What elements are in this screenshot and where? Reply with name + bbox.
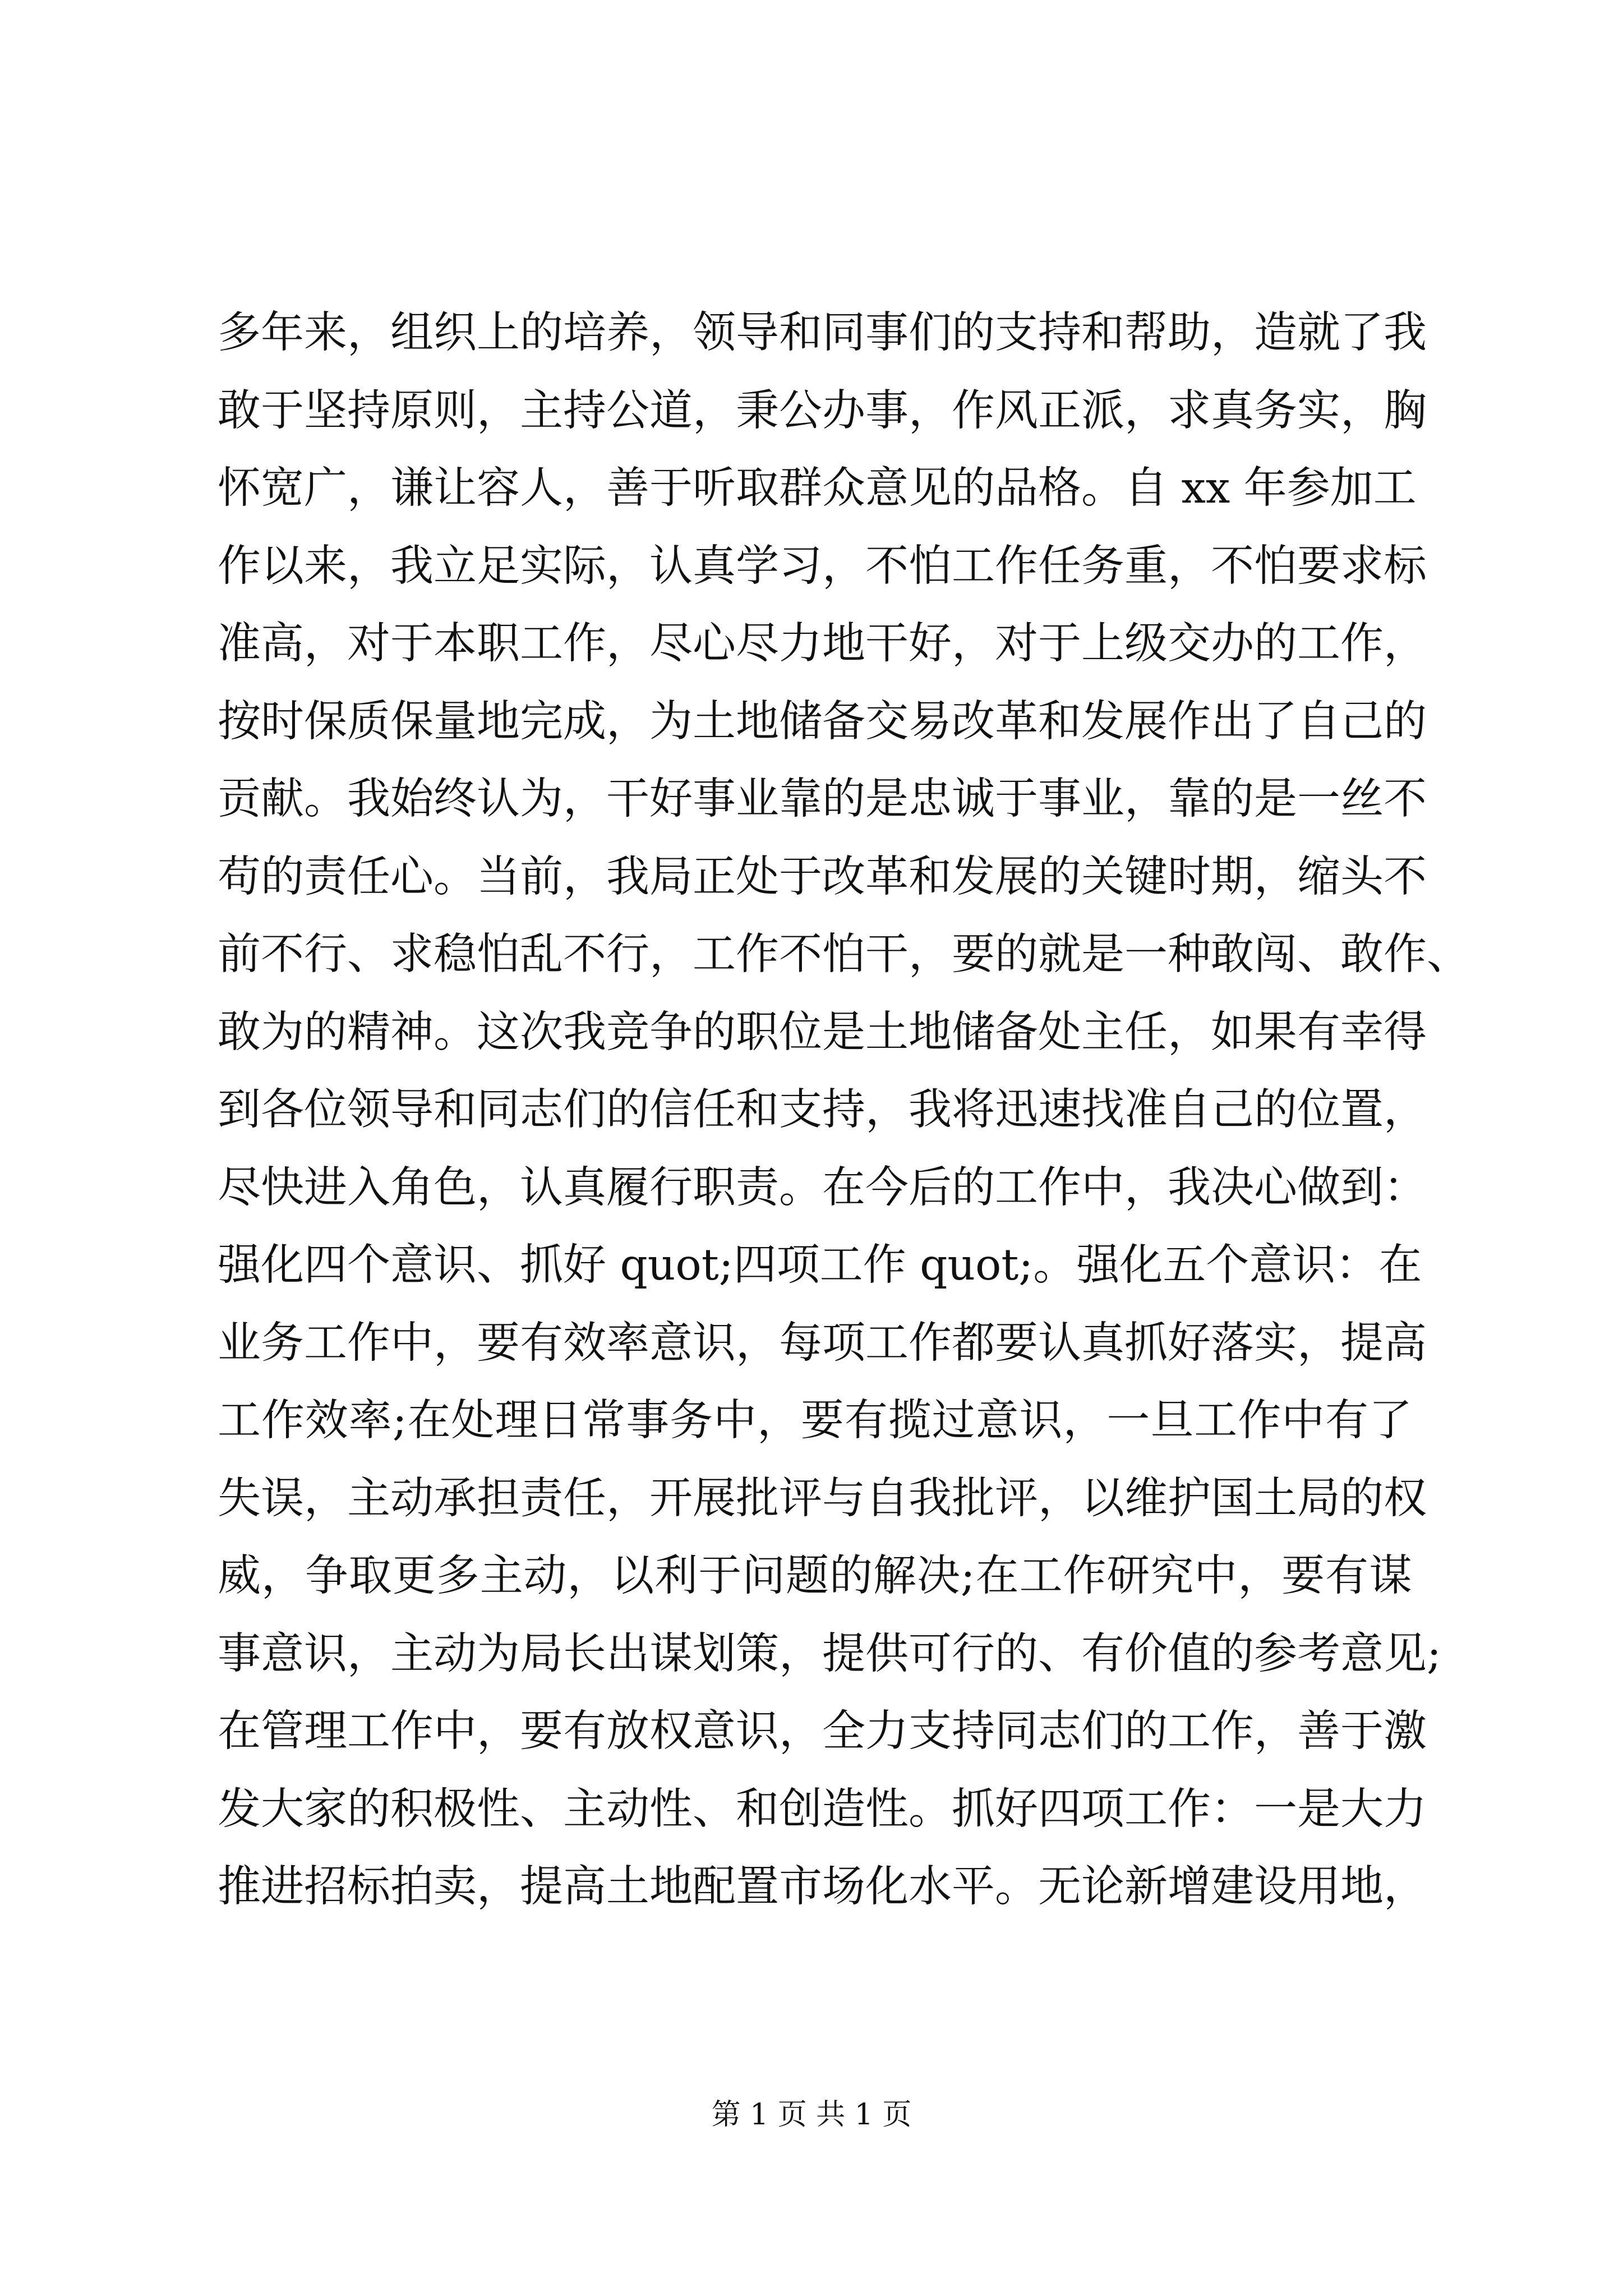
text-line: 工作效率;在处理日常事务中，要有揽过意识，一旦工作中有了	[218, 1396, 1412, 1446]
text-line: 业务工作中，要有效率意识，每项工作都要认真抓好落实，提高	[218, 1318, 1427, 1368]
text-line: 威，争取更多主动，以利于问题的解决;在工作研究中，要有谋	[218, 1551, 1412, 1601]
text-line: 尽快进入角色，认真履行职责。在今后的工作中，我决心做到：	[218, 1162, 1427, 1213]
text-line: 发大家的积极性、主动性、和创造性。抓好四项工作：一是大力	[218, 1784, 1427, 1834]
text-line: 事意识，主动为局长出谋划策，提供可行的、有价值的参考意见;	[218, 1628, 1441, 1679]
text-line: 失误，主动承担责任，开展批评与自我批评，以维护国土局的权	[218, 1473, 1427, 1524]
text-line: 强化四个意识、抓好 quot;四项工作 quot;。强化五个意识：在	[218, 1240, 1422, 1290]
text-line: 敢于坚持原则，主持公道，秉公办事，作风正派，求真务实，胸	[218, 385, 1427, 436]
text-line: 怀宽广，谦让容人，善于听取群众意见的品格。自 xx 年参加工	[218, 463, 1417, 513]
text-line: 到各位领导和同志们的信任和支持，我将迅速找准自己的位置，	[218, 1085, 1427, 1135]
body-paragraph	[218, 295, 1470, 1926]
text-line: 按时保质保量地完成，为土地储备交易改革和发展作出了自己的	[218, 696, 1427, 747]
text-line: 苟的责任心。当前，我局正处于改革和发展的关键时期，缩头不	[218, 852, 1427, 902]
text-line: 准高，对于本职工作，尽心尽力地干好，对于上级交办的工作，	[218, 619, 1427, 669]
text-line: 作以来，我立足实际，认真学习，不怕工作任务重，不怕要求标	[218, 541, 1427, 591]
text-line: 在管理工作中，要有放权意识，全力支持同志们的工作，善于激	[218, 1706, 1427, 1756]
text-line: 敢为的精神。这次我竞争的职位是土地储备处主任，如果有幸得	[218, 1007, 1427, 1057]
page-footer: 第 1 页 共 1 页	[711, 2098, 912, 2132]
text-line: 贡献。我始终认为，干好事业靠的是忠诚于事业，靠的是一丝不	[218, 774, 1427, 824]
text-line: 多年来，组织上的培养，领导和同事们的支持和帮助，造就了我	[218, 308, 1427, 358]
text-line: 前不行、求稳怕乱不行，工作不怕干，要的就是一种敢闯、敢作、	[218, 930, 1470, 979]
text-line: 推进招标拍卖，提高土地配置市场化水平。无论新增建设用地，	[218, 1862, 1427, 1912]
